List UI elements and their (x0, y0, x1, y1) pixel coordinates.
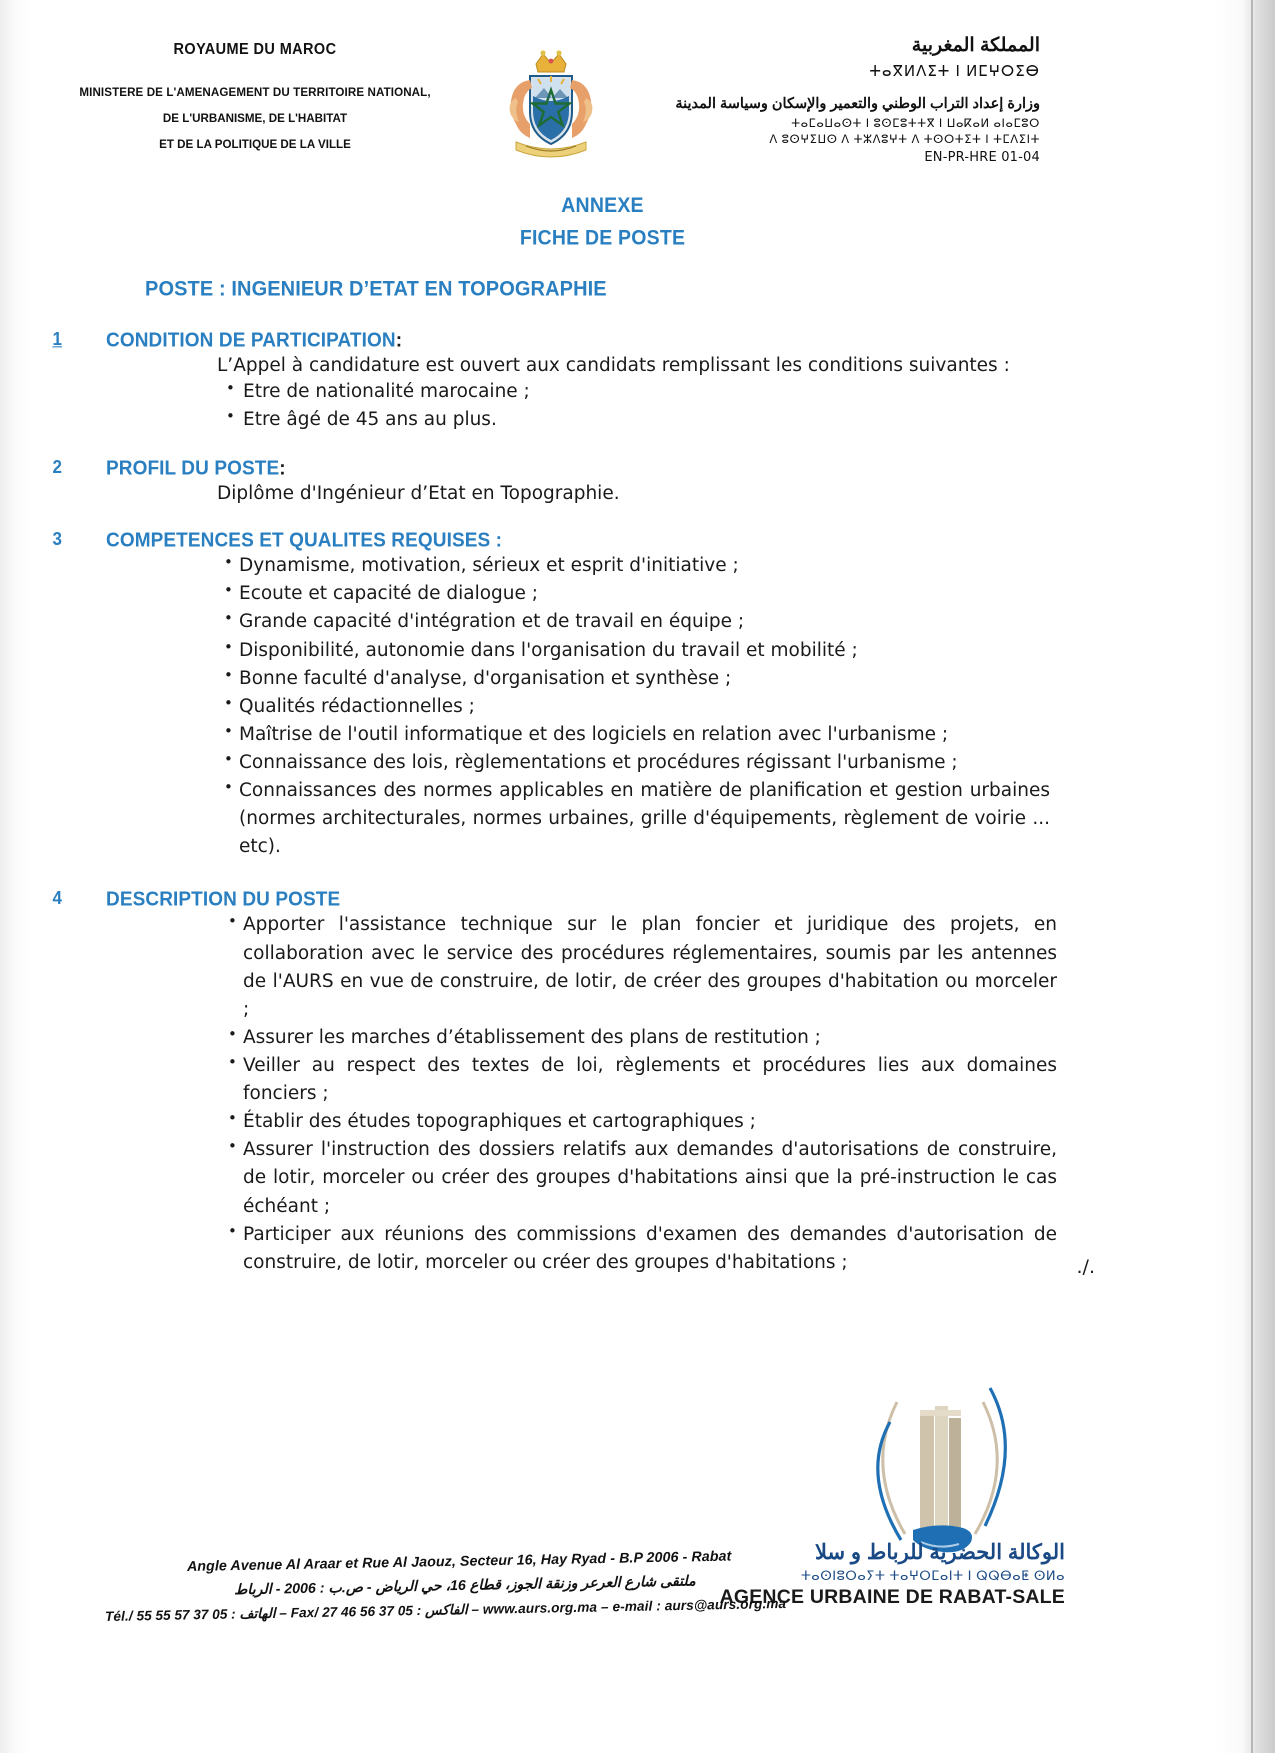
list-item: • Bonne faculté d'analyse, d'organisation et synthèse ; (224, 665, 1050, 693)
section-content (217, 355, 1055, 434)
list-item: • Participer aux réunions des commissions d'examen des demandes d'autorisation de construire, de lotir, morceler ou créer des groupes d'habitations ; (228, 1221, 1057, 1277)
footer-contact-line: Tél./ الهاتف : 05 37 57 55 55 – Fax/ الفاكس : 05 37 56 46 27 – www.aurs.org.ma – e-mail : aurs@aurs.org.ma (104, 1595, 787, 1624)
agency-name-tifinagh: ⵜⴰⵙⵏⵓⵔⴰⵢⵜ ⵜⴰⵖⵔⵎⴰⵏⵜ ⵏ ⵕⵕⴱⴰⵟ ⵙⵍⴰ (800, 1568, 1065, 1583)
section-bullet-list (224, 552, 1050, 861)
section-condition-de-participation (0, 330, 1205, 434)
list-item: • Connaissance des lois, règlementations et procédures régissant l'urbanisme ; (224, 749, 1050, 777)
fiche-de-poste-label: FICHE DE POSTE (519, 226, 686, 251)
annexe-label: ANNEXE (561, 193, 644, 218)
footer-address-ar: ملتقى شارع العرعر وزنقة الجوز، قطاع 16، حي الرياض - ص.ب : 2006 - الرباط (234, 1573, 696, 1599)
section-title: DESCRIPTION DU POSTE (106, 888, 341, 912)
section-title: PROFIL DU POSTE (106, 457, 280, 480)
footer-contact-block (104, 1548, 865, 1625)
page-title: POSTE : INGENIEUR D’ETAT EN TOPOGRAPHIE (145, 277, 607, 301)
section-competences-et-qualites-requises (0, 530, 1205, 861)
footer-address-fr: Angle Avenue Al Araar et Rue Al Jaouz, Secteur 16, Hay Ryad - B.P 2006 - Rabat (186, 1548, 732, 1575)
list-item: • Connaissances des normes applicables en matière de planification et gestion urbaines (normes architecturales, normes urbaines, grille d'équipements, règlement de voirie ... etc). (224, 777, 1050, 861)
annexe-title-block (0, 194, 1205, 251)
kingdom-title-ar: المملكة المغربية (911, 35, 1040, 56)
ministry-line-1: MINISTERE DE L'AMENAGEMENT DU TERRITOIRE NATIONAL, (79, 86, 431, 99)
aurs-tower-logo-icon (835, 1374, 1045, 1559)
section-number: 2 (52, 457, 62, 478)
document-footer (0, 1375, 1205, 1635)
section-description-du-poste (0, 889, 1205, 1276)
section-colon: : (279, 457, 286, 480)
section-title: CONDITION DE PARTICIPATION (106, 329, 396, 352)
section-number: 1 (52, 329, 62, 350)
list-item: • Maîtrise de l'outil informatique et des logiciels en relation avec l'urbanisme ; (224, 721, 1050, 749)
document-header (0, 28, 1205, 188)
list-item: • Assurer les marches d’établissement des plans de restitution ; (228, 1024, 1057, 1052)
document-code: EN-PR-HRE 01-04 (924, 150, 1040, 165)
ministry-title-tifinagh-1: ⵜⴰⵎⴰⵡⴰⵙⵜ ⵏ ⵓⵙⵎⵓⵜⵜⴳ ⵏ ⵡⴰⴽⴰⵍ ⴰⵏⴰⵎⵓⵔ (791, 118, 1040, 130)
list-item: • Assurer l'instruction des dossiers relatifs aux demandes d'autorisations de construire, de lotir, morceler ou créer des groupes d'habitations ainsi que la pré-instruction le cas échéant ; (228, 1136, 1057, 1220)
list-item: • Établir des études topographiques et cartographiques ; (228, 1108, 1057, 1136)
list-item: • Apporter l'assistance technique sur le plan foncier et juridique des projets, en collaboration avec le service des procédures réglementaires, soumis par les antennes de l'AURS en vue de construire, de lotir, de créer des groupes d'habitation ou morceler ; (228, 911, 1057, 1023)
list-item: • Dynamisme, motivation, sérieux et esprit d'initiative ; (224, 552, 1050, 580)
agency-name-ar: الوكالة الحضرية للرباط و سلا (814, 1541, 1065, 1564)
section-heading (0, 329, 1205, 352)
section-content (224, 552, 1050, 861)
list-item: • Etre âgé de 45 ans au plus. (217, 406, 1055, 434)
section-heading (0, 889, 1205, 912)
list-item: • Etre de nationalité marocaine ; (217, 378, 1055, 406)
section-number: 3 (52, 529, 62, 550)
header-right-block (570, 34, 1040, 165)
section-title: COMPETENCES ET QUALITES REQUISES : (106, 529, 503, 552)
section-bullet-list (217, 378, 1055, 434)
list-item: • Veiller au respect des textes de loi, règlements et procédures lies aux domaines fonciers ; (228, 1052, 1057, 1108)
list-item: • Qualités rédactionnelles ; (224, 693, 1050, 721)
end-of-document-mark: ./. (1076, 1256, 1095, 1278)
list-item: • Disponibilité, autonomie dans l'organisation du travail et mobilité ; (224, 637, 1050, 665)
ministry-title-tifinagh-2: ⴷ ⵓⵙⵖⵉⵡⵙ ⴷ ⵜⵣⴷⵓⵖⵜ ⴷ ⵜⵙⵔⵜⵉⵜ ⵏ ⵜⵎⴷⵉⵏⵜ (769, 134, 1040, 146)
ministry-line-2: DE L'URBANISME, DE L'HABITAT (162, 112, 348, 125)
header-left-block (55, 42, 455, 151)
section-content (228, 911, 1057, 1276)
section-heading (0, 458, 1205, 481)
section-colon: : (395, 329, 403, 352)
section-lead-text: L’Appel à candidature est ouvert aux candidats remplissant les conditions suivantes : (217, 355, 1010, 376)
section-content (217, 483, 1055, 504)
ministry-title-ar: وزارة إعداد التراب الوطني والتعمير والإسكان وسياسة المدينة (675, 96, 1040, 112)
section-profil-du-poste (0, 458, 1205, 504)
section-lead-text: Diplôme d'Ingénieur d’Etat en Topographie. (217, 483, 620, 505)
kingdom-title-fr: ROYAUME DU MAROC (173, 41, 337, 59)
agency-name-fr: AGENCE URBAINE DE RABAT-SALE (719, 1586, 1065, 1608)
list-item: • Ecoute et capacité de dialogue ; (224, 580, 1050, 608)
section-heading (0, 530, 1205, 553)
document-body (0, 330, 1205, 1279)
ministry-line-3: ET DE LA POLITIQUE DE LA VILLE (159, 138, 351, 151)
kingdom-title-tifinagh: ⵜⴰⴳⵍⴷⵉⵜ ⵏ ⵍⵎⵖⵔⵉⴱ (869, 63, 1040, 80)
section-number: 4 (52, 888, 62, 909)
list-item: • Grande capacité d'intégration et de travail en équipe ; (224, 608, 1050, 636)
section-bullet-list (228, 911, 1057, 1276)
